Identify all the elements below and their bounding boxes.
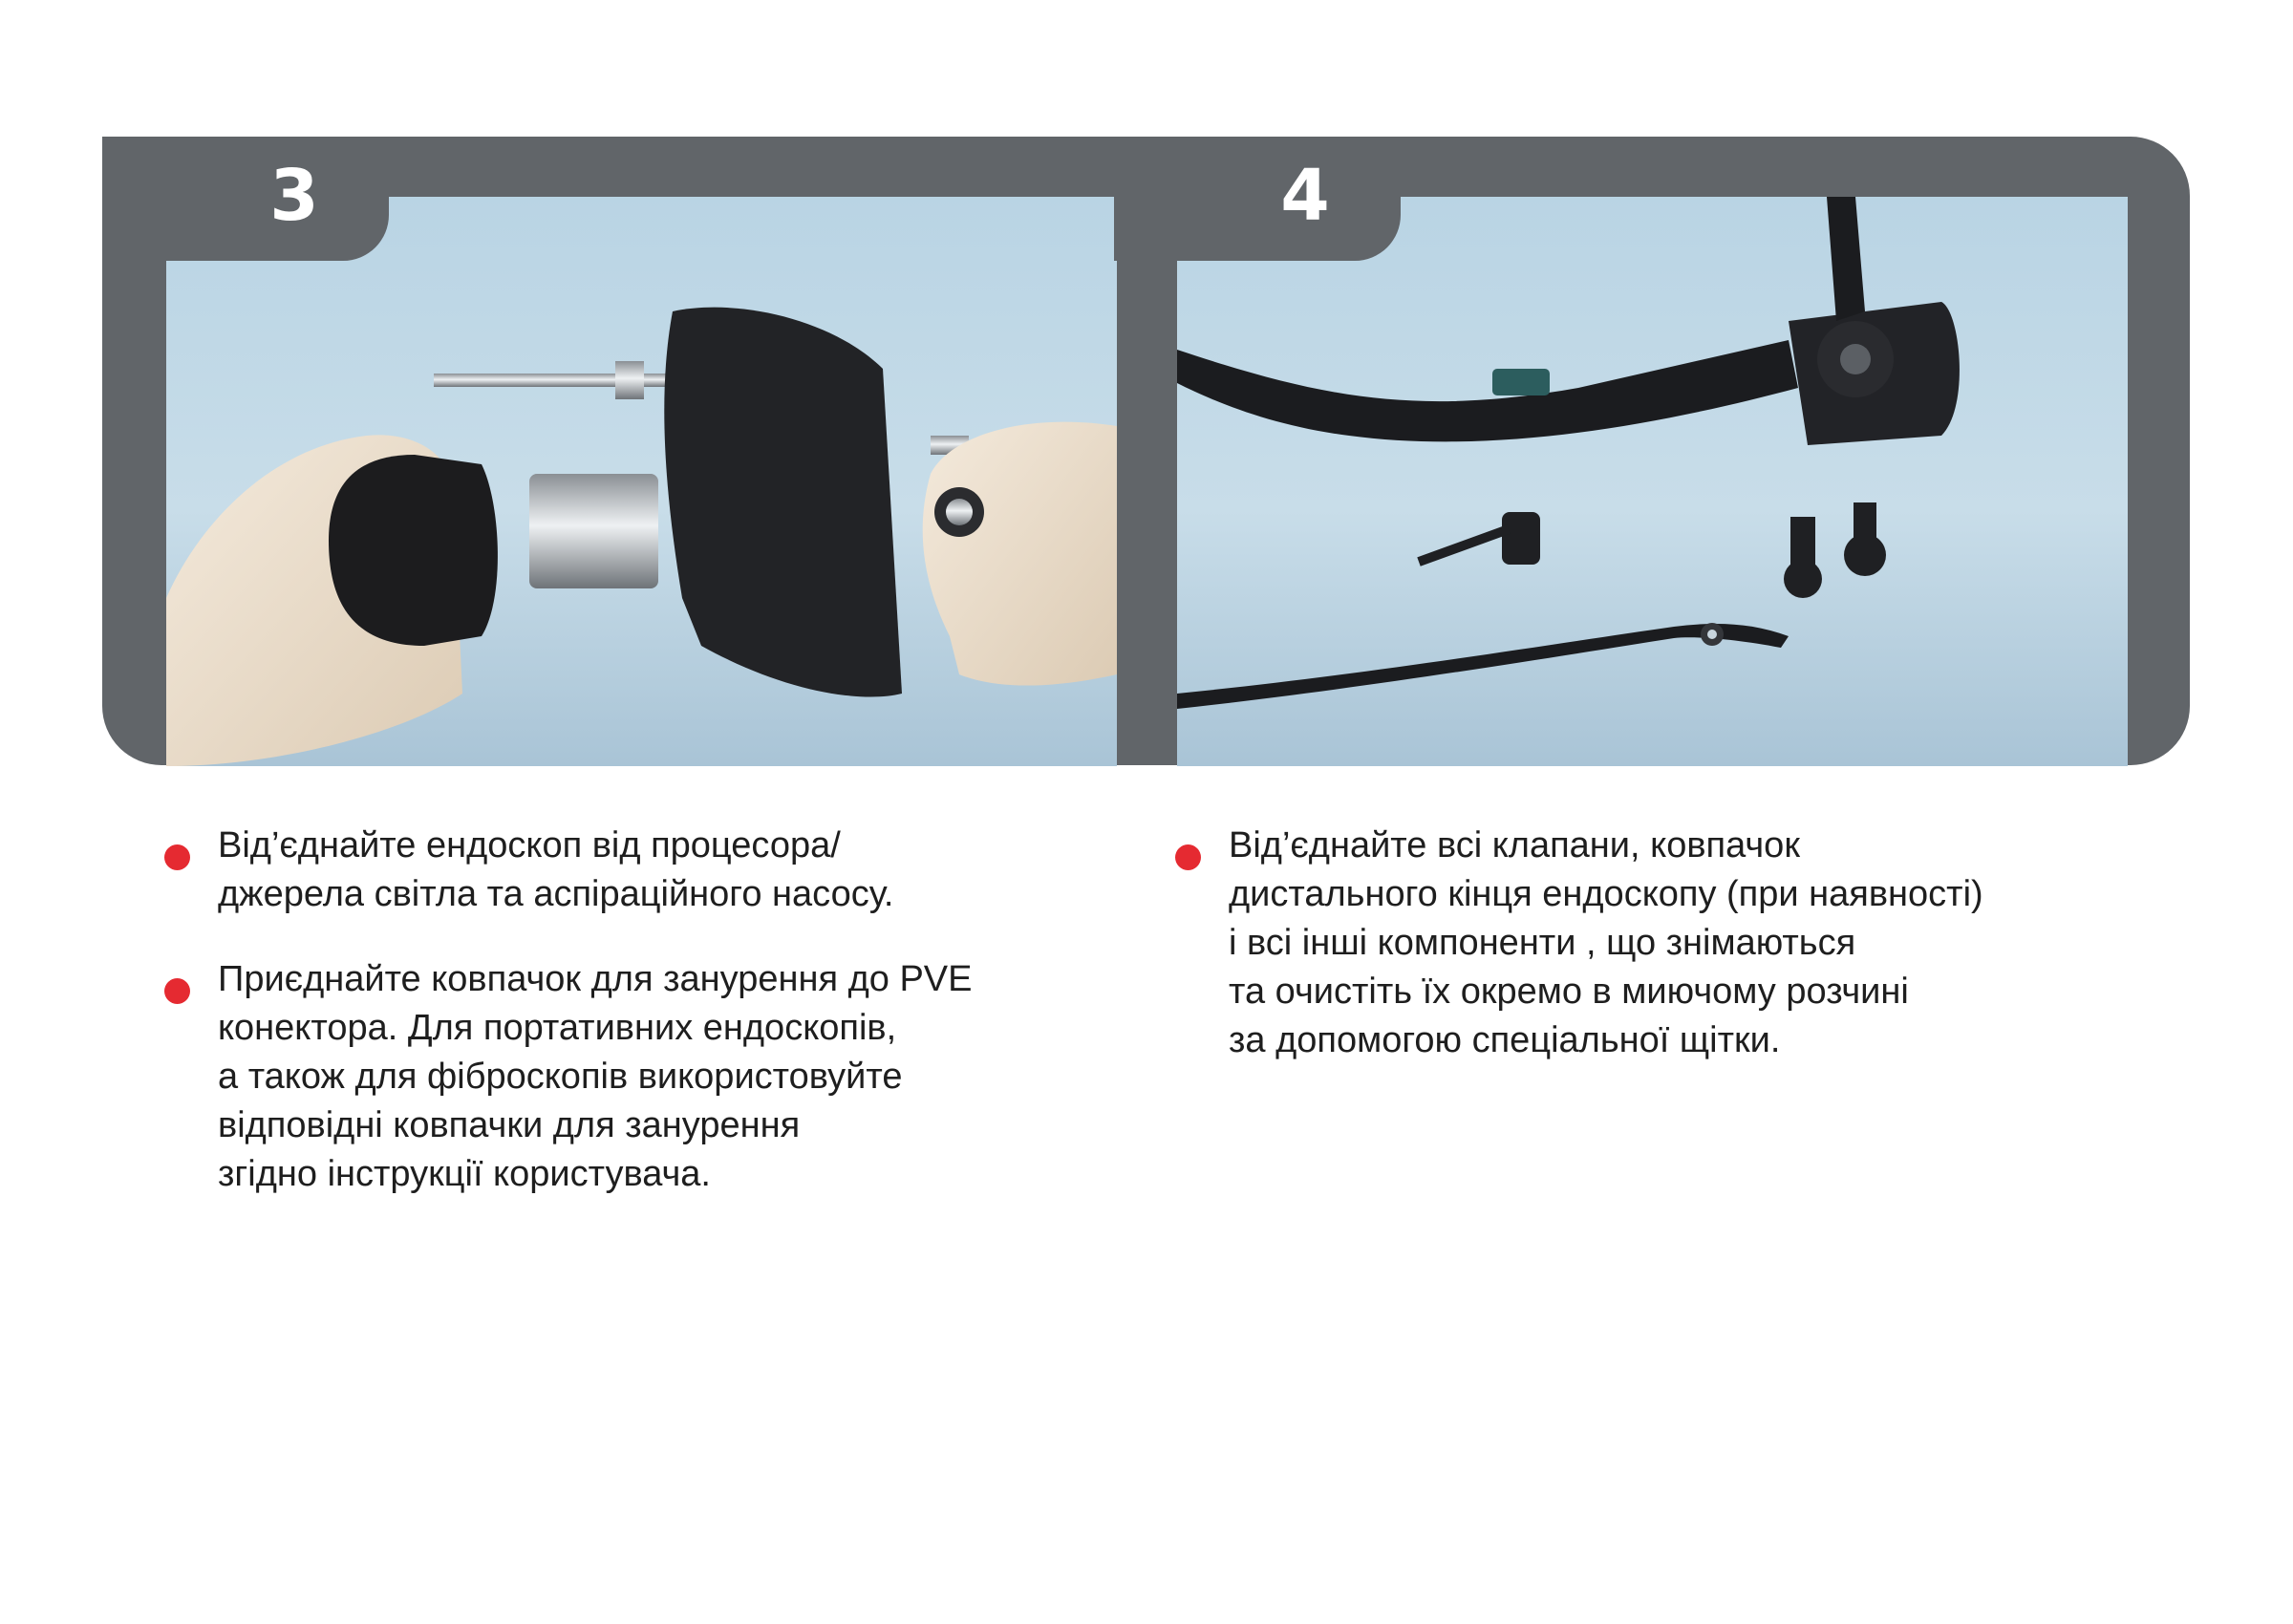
instruction-item — [164, 955, 1062, 1199]
instruction-line: Від’єднайте всі клапани, ковпачок — [1229, 825, 1800, 865]
endoscope-valves-disassembled-photo — [1177, 197, 2128, 766]
endoscope-connector-cap-photo — [166, 197, 1117, 766]
instruction-line: джерела світла та аспіраційного насосу. — [218, 874, 894, 914]
step-4-instructions — [1175, 822, 2131, 1101]
instruction-line: і всі інші компоненти , що знімаються — [1229, 923, 1856, 963]
step-number: 4 — [1280, 155, 1330, 237]
instruction-line: згідно інструкції користувача. — [218, 1154, 711, 1194]
instruction-item — [1175, 822, 2131, 1065]
step-3-instructions — [164, 822, 1062, 1235]
bullet-icon — [164, 844, 190, 870]
instruction-line: дистального кінця ендоскопу (при наявності) — [1229, 874, 1983, 914]
instruction-line: Від’єднайте ендоскоп від процесора/ — [218, 825, 841, 865]
instruction-line: конектора. Для портативних ендоскопів, — [218, 1008, 897, 1048]
bullet-icon — [164, 978, 190, 1004]
instruction-line: за допомогою спеціальної щітки. — [1229, 1020, 1781, 1060]
bullet-icon — [1175, 844, 1201, 870]
instruction-item — [164, 822, 1062, 919]
instruction-line: та очистіть їх окремо в миючому розчині — [1229, 972, 1909, 1012]
instruction-line: відповідні ковпачки для занурення — [218, 1105, 801, 1145]
instruction-line: Приєднайте ковпачок для занурення до PVE — [218, 959, 973, 999]
step-number: 3 — [269, 155, 319, 237]
instruction-line: а також для фіброскопів використовуйте — [218, 1057, 903, 1097]
